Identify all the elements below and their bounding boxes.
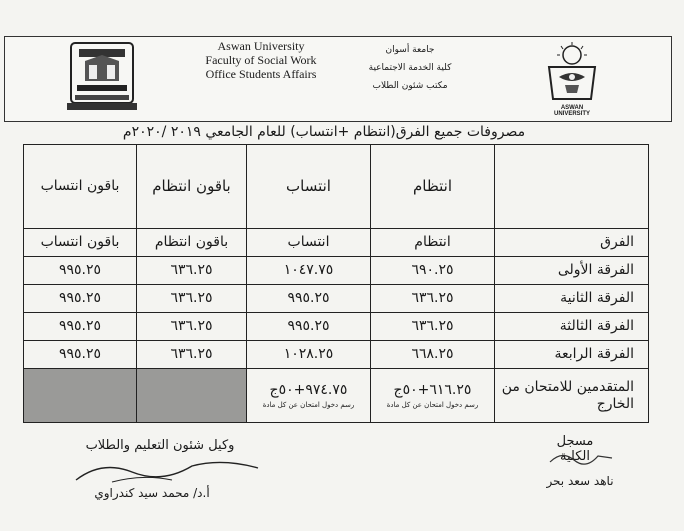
faculty-logo <box>65 41 139 111</box>
fee-cell: ٩٩٥.٢٥ <box>24 341 137 369</box>
fee-cell: ٦٣٦.٢٥ <box>371 285 495 313</box>
office-name-en: Office Students Affairs <box>205 67 317 81</box>
fee-cell: ٦٣٦.٢٥ <box>137 313 247 341</box>
header-intisab: انتساب <box>247 145 371 229</box>
vice-dean-name: أ.د/ محمد سيد كندراوي <box>94 486 210 500</box>
page-title: مصروفات جميع الفرق(انتظام +انتساب) للعام الجامعي ٢٠١٩ /٢٠٢٠م <box>122 124 526 140</box>
fee-cell: ٦٣٦.٢٥ <box>371 313 495 341</box>
external-intisab-fee: ٩٧٤.٧٥+٥٠ج <box>269 381 348 398</box>
external-intizam-cell <box>371 369 495 423</box>
shaded-cell <box>137 369 247 423</box>
registrar-signature <box>546 446 616 470</box>
subheader-intizam: انتظام <box>371 229 495 257</box>
table-row <box>24 257 649 285</box>
fees-table <box>23 144 649 423</box>
faculty-name-ar: كلية الخدمة الاجتماعية <box>368 63 452 73</box>
registrar-name: ناهد سعد بحر <box>546 474 614 488</box>
fee-cell: ٦٣٦.٢٥ <box>137 341 247 369</box>
fee-cell: ١٠٢٨.٢٥ <box>247 341 371 369</box>
registrar-title: مسجل الكلية <box>556 434 594 464</box>
office-name-ar: مكتب شئون الطلاب <box>372 81 448 91</box>
english-heading <box>201 39 321 81</box>
header-baqoon-intisab: باقون انتساب <box>24 145 137 229</box>
shaded-cell <box>24 369 137 423</box>
faculty-name-en: Faculty of Social Work <box>205 53 317 67</box>
external-row <box>24 369 649 423</box>
row-label: الفرقة الأولى <box>495 257 649 285</box>
fee-cell: ٦٩٠.٢٥ <box>371 257 495 285</box>
fee-cell: ٩٩٥.٢٥ <box>24 313 137 341</box>
fee-cell: ٩٩٥.٢٥ <box>24 285 137 313</box>
table-row <box>24 285 649 313</box>
blank-header-cell <box>495 145 649 229</box>
arabic-heading <box>345 41 475 95</box>
university-logo <box>543 41 601 117</box>
fee-cell: ٩٩٥.٢٥ <box>247 285 371 313</box>
vice-dean-title: وكيل شئون التعليم والطلاب <box>85 438 235 453</box>
external-intisab-note: رسم دخول امتحان عن كل مادة <box>262 400 355 409</box>
top-header-row <box>24 145 649 229</box>
subheader-baqoon-intizam: باقون انتظام <box>137 229 247 257</box>
external-label: المتقدمين للامتحان من الخارج <box>495 369 649 423</box>
university-name-ar: جامعة أسوان <box>385 45 435 55</box>
external-intizam-note: رسم دخول امتحان عن كل مادة <box>386 400 479 409</box>
subheader-baqoon-intisab: باقون انتساب <box>24 229 137 257</box>
fee-cell: ١٠٤٧.٧٥ <box>247 257 371 285</box>
external-intisab-cell <box>247 369 371 423</box>
row-label: الفرقة الثالثة <box>495 313 649 341</box>
table-row <box>24 313 649 341</box>
fee-cell: ٩٩٥.٢٥ <box>247 313 371 341</box>
sub-header-row <box>24 229 649 257</box>
header-intizam: انتظام <box>371 145 495 229</box>
fee-cell: ٦٣٦.٢٥ <box>137 257 247 285</box>
row-label: الفرقة الرابعة <box>495 341 649 369</box>
fee-cell: ٦٦٨.٢٥ <box>371 341 495 369</box>
university-name-en: Aswan University <box>217 39 305 53</box>
row-label: الفرقة الثانية <box>495 285 649 313</box>
table-row <box>24 341 649 369</box>
fee-cell: ٦٣٦.٢٥ <box>137 285 247 313</box>
header-baqoon-intizam: باقون انتظام <box>137 145 247 229</box>
vice-dean-signature <box>72 452 262 488</box>
logo-caption: ASWAN UNIVERSITY <box>553 105 590 117</box>
fee-cell: ٩٩٥.٢٥ <box>24 257 137 285</box>
subheader-groups: الفرق <box>495 229 649 257</box>
subheader-intisab: انتساب <box>247 229 371 257</box>
external-intizam-fee: ٦١٦.٢٥+٥٠ج <box>393 381 472 398</box>
letterhead <box>4 36 672 122</box>
